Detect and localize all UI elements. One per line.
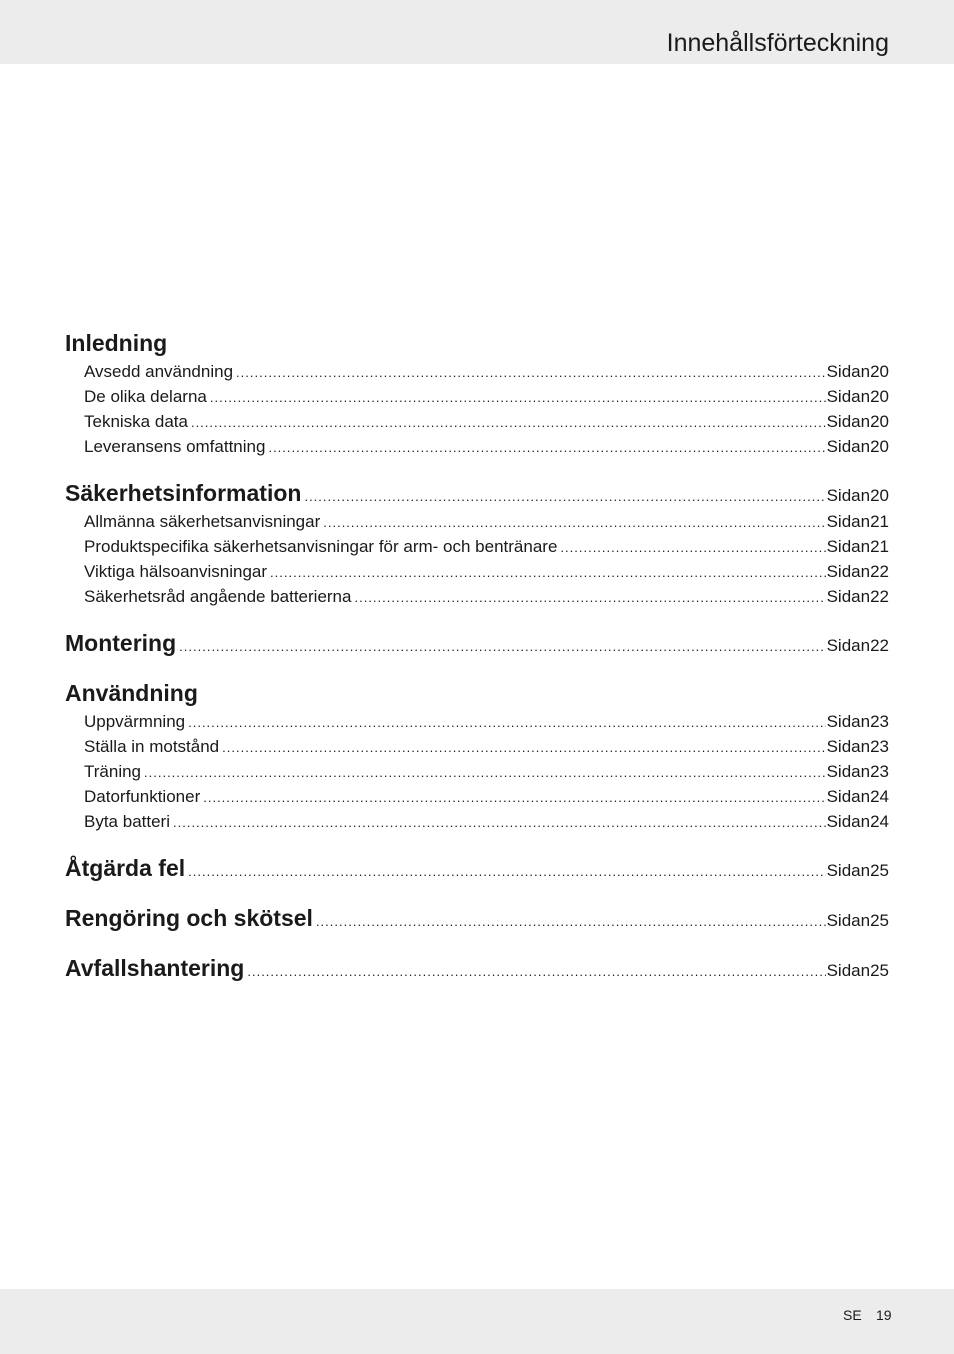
page-label: Sidan [826,861,871,880]
dot-leader [191,410,826,435]
page-label: Sidan [826,762,871,781]
toc-heading: Avfallshantering [65,955,245,981]
page-label: Sidan [826,812,871,831]
page-label: Sidan [826,437,871,456]
page-number: 21 [870,537,889,556]
toc-entry-text: Uppvärmning [84,712,186,731]
toc-heading-row[interactable] [65,328,889,359]
page-number: 20 [870,412,889,431]
toc-section-anvandning [65,678,889,834]
page-label: Sidan [826,911,871,930]
dot-leader [188,859,825,884]
toc-entry[interactable] [65,509,889,534]
toc-entry-text: Leveransens omfattning [84,437,266,456]
page-number: 24 [870,787,889,806]
page-number: 22 [870,587,889,606]
toc-entry[interactable] [65,734,889,759]
toc-heading-row[interactable] [65,903,889,934]
dot-leader [203,785,825,810]
page-number: 23 [870,762,889,781]
dot-leader [354,585,825,610]
page-number: 25 [870,911,889,930]
page-number: 25 [870,861,889,880]
dot-leader [323,510,825,535]
dot-leader [304,484,825,509]
page-label: Sidan [826,486,871,505]
dot-leader [316,909,826,934]
page-number: 20 [870,486,889,505]
page-number: 20 [870,437,889,456]
page-number: 20 [870,387,889,406]
page-number: 24 [870,812,889,831]
toc-section-inledning [65,328,889,459]
page-label: Sidan [826,961,871,980]
toc-entry-text: Tekniska data [84,412,188,431]
page-label: Sidan [826,636,871,655]
page-label: Sidan [826,787,871,806]
toc-entry-text: Byta batteri [84,812,170,831]
dot-leader [173,810,826,835]
page-title: Innehållsförteckning [666,29,889,57]
page-label: Sidan [826,737,871,756]
toc-entry-text: Datorfunktioner [84,787,201,806]
dot-leader [210,385,826,410]
toc-heading-row[interactable] [65,853,889,884]
toc-heading-row[interactable] [65,953,889,984]
page-number: 22 [870,562,889,581]
dot-leader [188,710,825,735]
page-number: 23 [870,737,889,756]
page-label: Sidan [826,362,871,381]
footer-band [0,1289,954,1354]
toc-section-sakerhetsinformation [65,478,889,609]
toc-entry[interactable] [65,809,889,834]
toc-entry[interactable] [65,759,889,784]
table-of-contents [65,328,889,1003]
page-label: Sidan [826,562,871,581]
dot-leader [144,760,826,785]
toc-entry[interactable] [65,709,889,734]
dot-leader [560,535,825,560]
toc-entry[interactable] [65,384,889,409]
toc-entry[interactable] [65,359,889,384]
page-label: Sidan [826,512,871,531]
page-number: 22 [870,636,889,655]
footer-language-code: SE [843,1307,862,1323]
page-number: 20 [870,362,889,381]
toc-heading: Montering [65,630,177,656]
toc-section-avfallshantering [65,953,889,984]
toc-heading: Åtgärda fel [65,855,186,881]
toc-entry[interactable] [65,784,889,809]
page-number: 23 [870,712,889,731]
toc-entry-text: Avsedd användning [84,362,234,381]
footer-page-number: 19 [876,1307,892,1323]
page-number: 25 [870,961,889,980]
page-label: Sidan [826,537,871,556]
toc-entry[interactable] [65,559,889,584]
dot-leader [247,959,825,984]
toc-entry[interactable] [65,434,889,459]
toc-entry-text: Produktspecifika säkerhetsanvisningar för arm- och bentränare [84,537,558,556]
toc-entry-text: De olika delarna [84,387,207,406]
toc-heading-row[interactable] [65,678,889,709]
dot-leader [179,634,825,659]
page-label: Sidan [826,387,871,406]
toc-entry[interactable] [65,534,889,559]
page-label: Sidan [826,712,871,731]
page-label: Sidan [826,412,871,431]
toc-entry-text: Säkerhetsråd angående batterierna [84,587,352,606]
dot-leader [270,560,826,585]
toc-entry[interactable] [65,409,889,434]
dot-leader [236,360,826,385]
toc-heading: Rengöring och skötsel [65,905,313,931]
toc-heading: Användning [65,680,198,706]
toc-entry-text: Allmänna säkerhetsanvisningar [84,512,321,531]
toc-entry[interactable] [65,584,889,609]
toc-section-montering [65,628,889,659]
toc-entry-text: Viktiga hälsoanvisningar [84,562,268,581]
toc-heading-row[interactable] [65,628,889,659]
toc-heading: Inledning [65,330,168,356]
toc-section-atgarda-fel [65,853,889,884]
toc-heading: Säkerhetsinformation [65,480,302,506]
page-number: 21 [870,512,889,531]
dot-leader [222,735,825,760]
page-label: Sidan [826,587,871,606]
toc-entry-text: Träning [84,762,142,781]
toc-section-rengoring [65,903,889,934]
toc-heading-row[interactable] [65,478,889,509]
toc-entry-text: Ställa in motstånd [84,737,220,756]
dot-leader [268,435,825,460]
